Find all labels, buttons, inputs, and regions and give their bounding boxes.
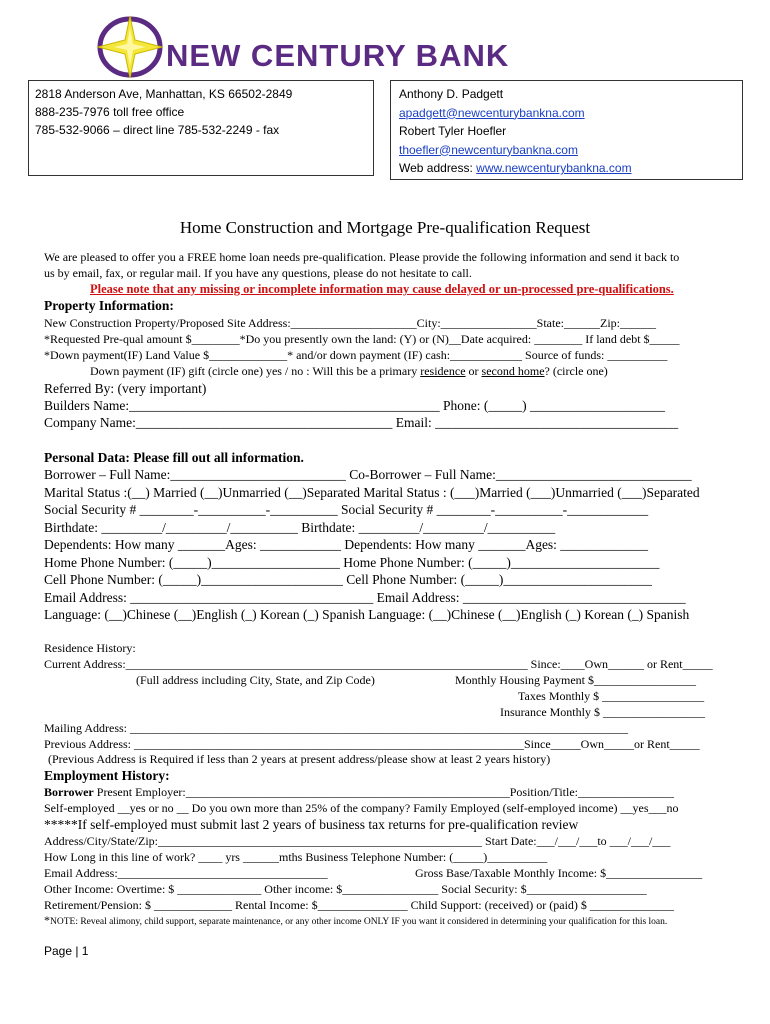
property-prequal-line[interactable]: *Requested Pre-qual amount $________*Do you presently own the land: (Y) or (N)__Date acquired: ________ If land debt $_____ [44, 332, 680, 346]
housing-payment-line[interactable]: Monthly Housing Payment $_________________ [455, 673, 697, 687]
gift-or: or [465, 364, 482, 378]
contact-name-1: Anthony D. Padgett [399, 87, 504, 101]
cell-phone-line[interactable]: Cell Phone Number: (_____)_____________________ Cell Phone Number: (_____)______________________ [44, 572, 652, 587]
insurance-line[interactable]: Insurance Monthly $ _________________ [500, 705, 705, 719]
gift-text: Down payment (IF) gift (circle one) yes / no : Will this be a primary [90, 364, 421, 378]
full-name-line[interactable]: Borrower – Full Name:__________________________ Co-Borrower – Full Name:_____________________________ [44, 467, 692, 482]
employer-fields[interactable]: Present Employer:______________________________________________________Position/Title:________________ [93, 785, 674, 799]
web-link[interactable]: www.newcenturybankna.com [476, 161, 632, 175]
dependents-line[interactable]: Dependents: How many _______Ages: ____________ Dependents: How many _______Ages: _____________ [44, 537, 649, 552]
contact-box [390, 80, 743, 180]
income-note [44, 913, 667, 928]
web-label: Web address: [399, 161, 477, 175]
gross-income-line[interactable]: Gross Base/Taxable Monthly Income: $________________ [415, 866, 703, 880]
address-line: 2818 Anderson Ave, Manhattan, KS 66502-2849 [35, 87, 293, 101]
form-title: Home Construction and Mortgage Pre-qualification Request [179, 218, 591, 237]
other-income-line[interactable]: Other Income: Overtime: $ ______________ Other income: $________________ Social Security: $____________________ [44, 882, 647, 896]
company-name-line[interactable]: Company Name:______________________________________ Email: ____________________________________ [44, 415, 679, 430]
web-address [399, 159, 734, 178]
fax-line: 785-532-9066 – direct line 785-532-2249 - fax [35, 123, 280, 137]
second-home-option[interactable]: second home [481, 364, 545, 378]
employment-email-line[interactable]: Email Address:___________________________________ [44, 866, 328, 880]
page-number: Page | 1 [44, 944, 89, 958]
builders-name-line[interactable]: Builders Name:______________________________________________ Phone: (_____) ____________________ [44, 398, 665, 413]
bank-name: NEW CENTURY BANK [166, 38, 510, 73]
retirement-line[interactable]: Retirement/Pension: $ _____________ Rental Income: $_______________ Child Support: (received) or (paid) $ ______________ [44, 898, 674, 912]
email-line[interactable]: Email Address: ____________________________________ Email Address: _________________________________ [44, 590, 686, 605]
ssn-line[interactable]: Social Security # ________-__________-__________ Social Security # ________-__________-____________ [44, 502, 649, 517]
contact-email-2[interactable]: thoefler@newcenturybankna.com [399, 142, 578, 157]
previous-address-note: (Previous Address is Required if less than 2 years at present address/please show at least 2 years history) [48, 752, 551, 766]
taxes-line[interactable]: Taxes Monthly $ _________________ [518, 689, 705, 703]
self-employed-note: *****If self-employed must submit last 2 years of business tax returns for pre-qualification review [44, 817, 579, 832]
how-long-line[interactable]: How Long in this line of work? ____ yrs ______mths Business Telephone Number: (_____)__________ [44, 850, 548, 864]
warning-label: Please note that any missing or incomplete information may cause delayed or un-processed pre-qualifications. [90, 282, 674, 296]
residence-option[interactable]: residence [420, 364, 466, 378]
residence-heading: Residence History: [44, 641, 136, 655]
borrower-label: Borrower [44, 785, 94, 799]
birthdate-line[interactable]: Birthdate: _________/_________/__________ Birthdate: _________/_________/__________ [44, 520, 556, 535]
intro-line-1: We are pleased to offer you a FREE home loan needs pre-qualification. Please provide the following information and send it back to [44, 250, 680, 264]
language-line[interactable]: Language: (__)Chinese (__)English (_) Korean (_) Spanish Language: (__)Chinese (__)English (_) Korean (_) Spanish [44, 607, 690, 622]
property-downpayment-line[interactable]: *Down payment(IF) Land Value $_____________* and/or down payment (IF) cash:____________ Source of funds: __________ [44, 348, 668, 362]
star-logo-icon [96, 14, 166, 80]
employer-address-line[interactable]: Address/City/State/Zip:______________________________________________________ Start Date:___/___/___to ___/___/___ [44, 834, 671, 848]
contact-name-2: Robert Tyler Hoefler [399, 124, 507, 138]
gift-after: ? (circle one) [544, 364, 608, 378]
contact-email-1[interactable]: apadgett@newcenturybankna.com [399, 105, 585, 120]
home-phone-line[interactable]: Home Phone Number: (_____)___________________ Home Phone Number: (_____)______________________ [44, 555, 660, 570]
previous-address-line[interactable]: Previous Address: _________________________________________________________________Since_____Own_____or Rent_____ [44, 737, 700, 751]
bank-logo [96, 14, 586, 80]
bank-address-box [28, 80, 374, 176]
property-heading: Property Information: [44, 298, 174, 313]
employment-heading: Employment History: [44, 768, 170, 783]
property-site-line[interactable]: New Construction Property/Proposed Site Address:_____________________City:________________State:______Zip:______ [44, 316, 656, 330]
intro-line-2: us by email, fax, or regular mail. If you have any questions, please do not hesitate to call. [44, 266, 472, 280]
self-employed-line[interactable]: Self-employed __yes or no __ Do you own more than 25% of the company? Family Employed (self-employed income) __yes___no [44, 801, 679, 815]
address-hint: (Full address including City, State, and Zip Code) [136, 673, 375, 687]
personal-heading: Personal Data: Please fill out all information. [44, 450, 304, 465]
mailing-address-line[interactable]: Mailing Address: ___________________________________________________________________________________ [44, 721, 628, 735]
gift-line[interactable] [90, 364, 608, 379]
warning-text [90, 282, 674, 297]
marital-status-line[interactable]: Marital Status :(__) Married (__)Unmarried (__)Separated Marital Status : (___)Married (___)Unmarried (___)Separated [44, 485, 700, 500]
present-employer-line[interactable] [44, 785, 674, 800]
phone-line: 888-235-7976 toll free office [35, 105, 185, 119]
note-star: * [44, 913, 50, 927]
current-address-line[interactable]: Current Address:___________________________________________________________________ Since:____Own______ or Rent_____ [44, 657, 713, 671]
referred-heading: Referred By: (very important) [44, 381, 207, 396]
note-text: NOTE: Reveal alimony, child support, separate maintenance, or any other income ONLY IF you want it considered in determining your qualification for this loan. [50, 917, 668, 927]
